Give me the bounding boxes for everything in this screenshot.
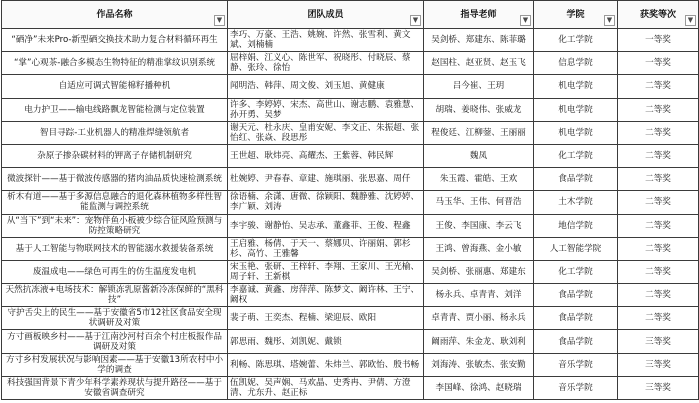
table-row: [2, 98, 699, 121]
members-cell[interactable]: 谢天元、杜永庆、皇甫安妮、李文正、朱振超、张怡红、张焱、段思彤: [228, 121, 424, 144]
table-row: [2, 52, 699, 75]
header-project: [2, 1, 228, 29]
advisor-cell[interactable]: 杨永兵、卓青青、刘洋: [424, 284, 534, 307]
project-name-cell[interactable]: 科技强国背景下青少年科学素养现状与提升路径——基于安徽省调查研究: [2, 376, 228, 399]
school-cell[interactable]: 食品学院: [534, 307, 618, 330]
advisor-cell[interactable]: 王俊、李国康、李云飞: [424, 214, 534, 237]
header-advisor: [424, 1, 534, 29]
table-row: [2, 29, 699, 52]
school-cell[interactable]: 机电学院: [534, 98, 618, 121]
project-name-cell[interactable]: 自适应可调式智能棉籽播种机: [2, 75, 228, 98]
table-row: [2, 307, 699, 330]
header-school-label: 学院: [566, 9, 585, 20]
school-cell[interactable]: 地信学院: [534, 214, 618, 237]
award-cell[interactable]: 二等奖: [618, 191, 699, 214]
award-cell[interactable]: 二等奖: [618, 168, 699, 191]
header-row: [2, 1, 699, 29]
award-cell[interactable]: 一等奖: [618, 52, 699, 75]
members-cell[interactable]: 杜婉婷、尹春春、章建、施琪丽、张思嘉、周仟: [228, 168, 424, 191]
header-school: [534, 1, 618, 29]
advisor-cell[interactable]: 马玉华、王伟、何晋浩: [424, 191, 534, 214]
project-name-cell[interactable]: “掌”心观茶-融合多模态生物特征的精准掌纹识别系统: [2, 52, 228, 75]
members-cell[interactable]: 闻明浩、韩萍、周文俊、刘玉旭、黄健康: [228, 75, 424, 98]
members-cell[interactable]: 伍凯妮、吴声娴、马欢晶、史秀冉、尹倩、方澄清、尤东升、赵正标: [228, 376, 424, 399]
members-cell[interactable]: 李宇骏、谢静怡、吴志承、董鑫菲、王俊、程鑫: [228, 214, 424, 237]
table-row: [2, 330, 699, 353]
award-cell[interactable]: 二等奖: [618, 121, 699, 144]
project-name-cell[interactable]: 方寸乡村发展状况与影响因素——基于安徽13所农村中小学的调查: [2, 353, 228, 376]
advisor-cell[interactable]: 朱玉霞、霍皓、王欢: [424, 168, 534, 191]
table-row: [2, 260, 699, 283]
members-cell[interactable]: 利畅、陈思琪、塔婉蕾、朱炜兰、郭欧怡、殷书畅: [228, 353, 424, 376]
header-members: [228, 1, 424, 29]
members-cell[interactable]: 宋玉艳、张研、王梓轩、李翔、王家川、王光榆、周子轩、王新棋: [228, 260, 424, 283]
award-cell[interactable]: 三等奖: [618, 330, 699, 353]
project-name-cell[interactable]: 守护舌尖上的民生——基于安徽省5市12社区食品安全现状调研及对策: [2, 307, 228, 330]
dropdown-arrow-icon[interactable]: ▼: [410, 15, 421, 26]
project-name-cell[interactable]: 析木有道——基于多源信息融合的退化森林植物多样性智能监测与调控系统: [2, 191, 228, 214]
award-cell[interactable]: 二等奖: [618, 144, 699, 167]
award-cell[interactable]: 三等奖: [618, 376, 699, 399]
school-cell[interactable]: 音乐学院: [534, 376, 618, 399]
advisor-cell[interactable]: 卓青青、贾小丽、杨永兵: [424, 307, 534, 330]
table-row: [2, 353, 699, 376]
header-award: [618, 1, 699, 29]
school-cell[interactable]: 食品学院: [534, 330, 618, 353]
advisor-cell[interactable]: 赵国柱、赵亚贤、赵玉飞: [424, 52, 534, 75]
table-row: [2, 121, 699, 144]
advisor-cell[interactable]: 李国峰、徐鸿、赵晓瑞: [424, 376, 534, 399]
table-row: [2, 144, 699, 167]
advisor-cell[interactable]: 王鸿、曾海燕、金小敏: [424, 237, 534, 260]
advisor-cell[interactable]: 吴剑桥、张丽惠、郑建东: [424, 260, 534, 283]
school-cell[interactable]: 信息学院: [534, 52, 618, 75]
members-cell[interactable]: 郭思雨、魏彤、刘凯妮、戴锁: [228, 330, 424, 353]
header-award-label: 获奖等次: [639, 9, 676, 20]
members-cell[interactable]: 李巧、万豪、王浩、姚婉、许然、张雪利、黄文斌、刘楠楠: [228, 29, 424, 52]
school-cell[interactable]: 土木学院: [534, 191, 618, 214]
members-cell[interactable]: 徐语楠、余潇、唐微、徐颖阳、魏静雅、沈婷婷、李广颖、刘涛: [228, 191, 424, 214]
advisor-cell[interactable]: 吴剑桥、郑建东、陈菲璐: [424, 29, 534, 52]
school-cell[interactable]: 人工智能学院: [534, 237, 618, 260]
project-name-cell[interactable]: 基于人工智能与物联网技术的智能溺水救援装备系统: [2, 237, 228, 260]
table-row: [2, 168, 699, 191]
header-project-label: 作品名称: [96, 9, 133, 20]
advisor-cell[interactable]: 魏凤: [424, 144, 534, 167]
school-cell[interactable]: 机电学院: [534, 75, 618, 98]
school-cell[interactable]: 化工学院: [534, 29, 618, 52]
project-name-cell[interactable]: 微波探针——基于微波传感器的猪肉油品质快速检测系统: [2, 168, 228, 191]
dropdown-arrow-icon[interactable]: ▼: [214, 15, 225, 26]
members-cell[interactable]: 裴子萌、王奕杰、程楠、梁迎辰、欧阳: [228, 307, 424, 330]
dropdown-arrow-icon[interactable]: ▼: [604, 15, 615, 26]
members-cell[interactable]: 屈梓娟、江义心、陈世军、祝晓彤、付晓辰、蔡静、张玲、徐怡: [228, 52, 424, 75]
advisor-cell[interactable]: 程俊廷、江柳蓥、王丽丽: [424, 121, 534, 144]
school-cell[interactable]: 化工学院: [534, 260, 618, 283]
school-cell[interactable]: 食品学院: [534, 168, 618, 191]
table-row: [2, 237, 699, 260]
project-name-cell[interactable]: 智目寻踪-工业机器人的精准焊缝领航者: [2, 121, 228, 144]
school-cell[interactable]: 食品学院: [534, 284, 618, 307]
members-cell[interactable]: 许多、李婷婷、宋杰、高世山、谢志鹏、袁雅慧、孙开勇、吴梦: [228, 98, 424, 121]
project-name-cell[interactable]: 电力护卫——输电线路飘龙智能检测与定位装置: [2, 98, 228, 121]
awards-table: [1, 0, 699, 400]
award-cell[interactable]: 二等奖: [618, 260, 699, 283]
advisor-cell[interactable]: 胡瑞、姜晓伟、张威龙: [424, 98, 534, 121]
table-row: [2, 284, 699, 307]
table-row: [2, 75, 699, 98]
school-cell[interactable]: 机电学院: [534, 121, 618, 144]
dropdown-arrow-icon[interactable]: ▼: [520, 15, 531, 26]
award-cell[interactable]: 二等奖: [618, 98, 699, 121]
school-cell[interactable]: 化工学院: [534, 144, 618, 167]
advisor-cell[interactable]: 吕今崔、王玥: [424, 75, 534, 98]
award-cell[interactable]: 二等奖: [618, 214, 699, 237]
award-cell[interactable]: 二等奖: [618, 237, 699, 260]
award-cell[interactable]: 三等奖: [618, 353, 699, 376]
advisor-cell[interactable]: 刘海涛、张敏杰、张安勤: [424, 353, 534, 376]
project-name-cell[interactable]: 废温成电——绿色可再生的仿生温度发电机: [2, 260, 228, 283]
project-name-cell[interactable]: 从“当下”到“未来”：宠物伴鱼小板被少综合征风险预测与防控策略研究: [2, 214, 228, 237]
project-name-cell[interactable]: “硒净”未来Pro-新型硒交换技术助力复合材料循环再生: [2, 29, 228, 52]
table-row: [2, 376, 699, 399]
project-name-cell[interactable]: 天然抗冻液+电场技术：解锁冻乳原酱新冷冻保鲜的“黑科技”: [2, 284, 228, 307]
award-cell[interactable]: 二等奖: [618, 75, 699, 98]
advisor-cell[interactable]: 阚雨萍、朱金龙、耿刘利: [424, 330, 534, 353]
header-members-label: 团队成员: [307, 9, 344, 20]
table-row: [2, 191, 699, 214]
award-cell[interactable]: 二等奖: [618, 284, 699, 307]
members-cell[interactable]: 王启雅、杨倩、于天一、蔡娜贝、许丽娟、郭杉杉、高竹、王雅馨: [228, 237, 424, 260]
table-row: [2, 214, 699, 237]
award-cell[interactable]: 二等奖: [618, 307, 699, 330]
school-cell[interactable]: 音乐学院: [534, 353, 618, 376]
dropdown-arrow-icon[interactable]: ▼: [685, 15, 696, 26]
project-name-cell[interactable]: 方寸画板映乡村——基于江南沙河村百余个村庄板报作品调研及对策: [2, 330, 228, 353]
header-advisor-label: 指导老师: [460, 9, 497, 20]
members-cell[interactable]: 李嘉诚、黄鑫、房萍萍、陈梦文、阚许林、王宁、阚权: [228, 284, 424, 307]
award-cell[interactable]: 一等奖: [618, 29, 699, 52]
members-cell[interactable]: 王世超、耿炜亮、高耀杰、王紫蓉、韩民辉: [228, 144, 424, 167]
project-name-cell[interactable]: 杂原子掺杂碳材料的钾离子存储机制研究: [2, 144, 228, 167]
